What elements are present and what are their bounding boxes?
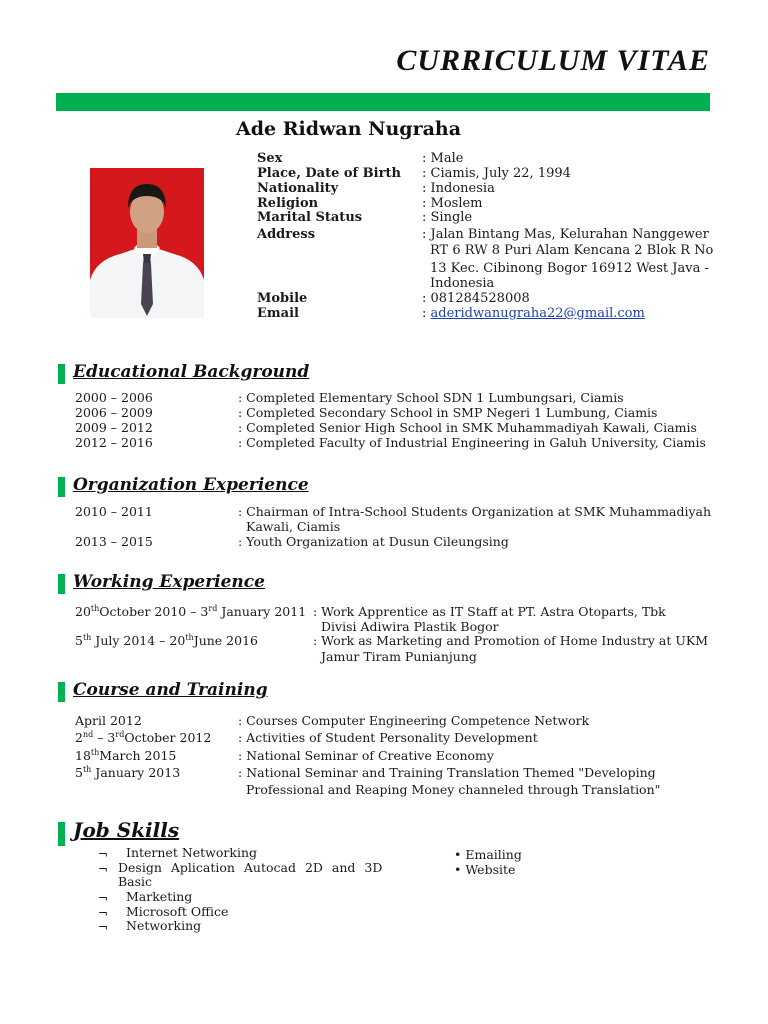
info-value: : Jalan Bintang Mas, Kelurahan Nanggewer	[422, 227, 709, 242]
info-label: Marital Status	[257, 210, 363, 225]
skill-bullet: ¬	[98, 862, 109, 876]
skill-bullet: ¬	[98, 891, 109, 905]
email-link[interactable]: aderidwanugraha22@gmail.com	[430, 306, 645, 321]
info-value: : Indonesia	[422, 181, 495, 196]
address-line: Indonesia	[430, 276, 495, 291]
info-label: Place, Date of Birth	[257, 166, 401, 181]
skill-item: Marketing	[126, 889, 193, 904]
section-title-organization: Organization Experience	[73, 475, 309, 495]
info-value: : 081284528008	[422, 291, 530, 306]
section-title-course: Course and Training	[73, 680, 268, 700]
working-row-cont: Jamur Tiram Punianjung	[321, 649, 477, 664]
info-label: Mobile	[257, 291, 308, 306]
skill-item: Internet Networking	[126, 845, 258, 860]
info-value: : Ciamis, July 22, 1994	[422, 166, 571, 181]
person-name: Ade Ridwan Nugraha	[236, 118, 462, 140]
info-value: : Male	[422, 151, 464, 166]
section-marker	[58, 682, 65, 702]
header-divider	[56, 93, 710, 111]
info-label: Email	[257, 306, 299, 321]
skill-item-right: • Website	[454, 862, 516, 877]
info-label: Sex	[257, 151, 283, 166]
section-title-skills: Job Skills	[73, 818, 180, 842]
skill-item: Design Aplication Autocad 2D and 3D	[118, 860, 383, 875]
section-title-working: Working Experience	[73, 572, 265, 592]
address-line: RT 6 RW 8 Puri Alam Kencana 2 Blok R No	[430, 243, 714, 258]
organization-row-cont: Kawali, Ciamis	[246, 519, 341, 534]
course-row-cont: Professional and Reaping Money channeled through Translation"	[246, 782, 661, 797]
section-marker	[58, 822, 65, 846]
skill-bullet: ¬	[98, 920, 109, 934]
profile-photo	[90, 168, 204, 318]
info-label: Religion	[257, 196, 319, 211]
skill-item: Networking	[126, 918, 202, 933]
address-line: 13 Kec. Cibinong Bogor 16912 West Java -	[430, 261, 709, 276]
info-value: : Single	[422, 210, 473, 225]
info-label: Address	[257, 227, 316, 242]
section-marker	[58, 574, 65, 594]
info-value: : Moslem	[422, 196, 483, 211]
document-title: CURRICULUM VITAE	[396, 44, 710, 77]
working-row-cont: Divisi Adiwira Plastik Bogor	[321, 619, 499, 634]
skill-bullet: ¬	[98, 847, 109, 861]
skill-item: Microsoft Office	[126, 904, 229, 919]
section-marker	[58, 364, 65, 384]
skill-item-cont: Basic	[118, 874, 153, 889]
info-value: : aderidwanugraha22@gmail.com	[422, 306, 645, 321]
info-label: Nationality	[257, 181, 339, 196]
section-marker	[58, 477, 65, 497]
section-title-education: Educational Background	[73, 362, 310, 382]
skill-item-right: • Emailing	[454, 847, 522, 862]
skill-bullet: ¬	[98, 906, 109, 920]
